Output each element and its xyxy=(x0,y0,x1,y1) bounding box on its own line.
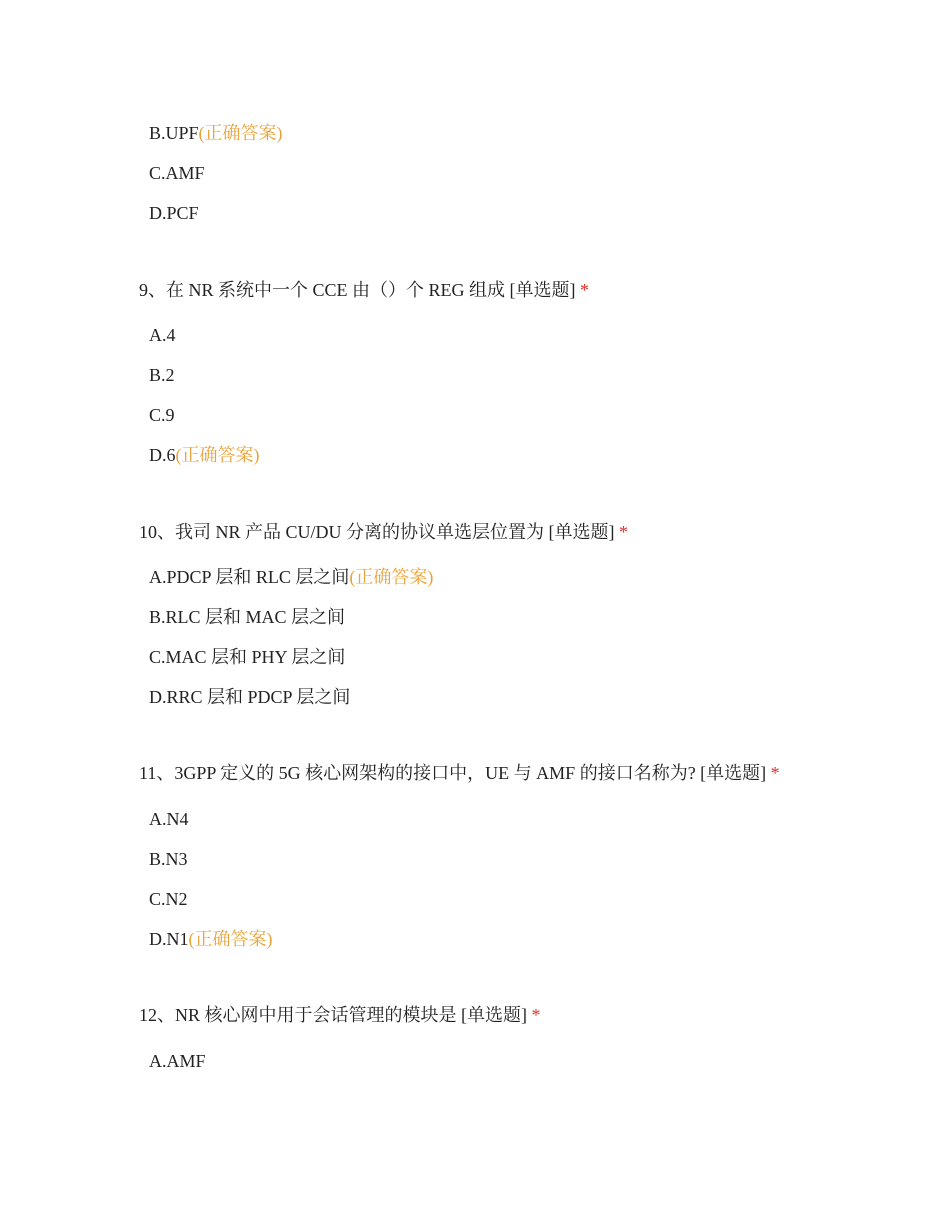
question-title-12 xyxy=(139,1003,541,1027)
option-q8-c xyxy=(149,161,205,185)
correct-answer-tag: (正确答案) xyxy=(198,123,283,143)
option-label: D.RRC 层和 PDCP 层之间 xyxy=(149,687,351,707)
option-label: C.9 xyxy=(149,405,175,425)
question-text: 12、NR 核心网中用于会话管理的模块是 [单选题] xyxy=(139,1005,527,1025)
option-q8-b xyxy=(149,121,283,145)
option-q10-c xyxy=(149,645,345,669)
option-label: A.4 xyxy=(149,325,176,345)
question-text: 10、我司 NR 产品 CU/DU 分离的协议单选层位置为 [单选题] xyxy=(139,522,615,542)
option-label: A.AMF xyxy=(149,1051,206,1071)
option-label: C.MAC 层和 PHY 层之间 xyxy=(149,647,346,667)
option-q9-c xyxy=(149,403,175,427)
option-q9-d xyxy=(149,443,260,467)
required-asterisk: * xyxy=(770,763,780,783)
question-title-10 xyxy=(139,520,628,544)
option-label: D.PCF xyxy=(149,203,199,223)
option-q9-b xyxy=(149,363,175,387)
option-label: D.N1 xyxy=(149,929,189,949)
option-q10-d xyxy=(149,685,350,709)
correct-answer-tag: (正确答案) xyxy=(349,567,434,587)
required-asterisk: * xyxy=(531,1005,541,1025)
option-q8-d xyxy=(149,201,199,225)
option-label: B.N3 xyxy=(149,849,188,869)
question-text: 11、3GPP 定义的 5G 核心网架构的接口中，UE 与 AMF 的接口名称为? [单选题] xyxy=(139,763,767,783)
option-q11-a xyxy=(149,807,189,831)
option-label: A.N4 xyxy=(149,809,189,829)
option-label: B.2 xyxy=(149,365,175,385)
question-text: 9、在 NR 系统中一个 CCE 由（）个 REG 组成 [单选题] xyxy=(139,280,576,300)
question-title-11 xyxy=(139,761,780,785)
option-label: B.RLC 层和 MAC 层之间 xyxy=(149,607,346,627)
option-q11-b xyxy=(149,847,188,871)
option-q11-d xyxy=(149,927,273,951)
question-title-9 xyxy=(139,278,589,302)
required-asterisk: * xyxy=(619,522,628,542)
option-q10-a xyxy=(149,565,433,589)
correct-answer-tag: (正确答案) xyxy=(175,445,260,465)
option-q12-a xyxy=(149,1049,206,1073)
option-label: C.AMF xyxy=(149,163,205,183)
option-label: C.N2 xyxy=(149,889,188,909)
option-q10-b xyxy=(149,605,345,629)
required-asterisk: * xyxy=(580,280,589,300)
correct-answer-tag: (正确答案) xyxy=(188,929,273,949)
option-q11-c xyxy=(149,887,188,911)
option-label: A.PDCP 层和 RLC 层之间 xyxy=(149,567,350,587)
option-q9-a xyxy=(149,323,176,347)
option-label: D.6 xyxy=(149,445,176,465)
option-label: B.UPF xyxy=(149,123,199,143)
